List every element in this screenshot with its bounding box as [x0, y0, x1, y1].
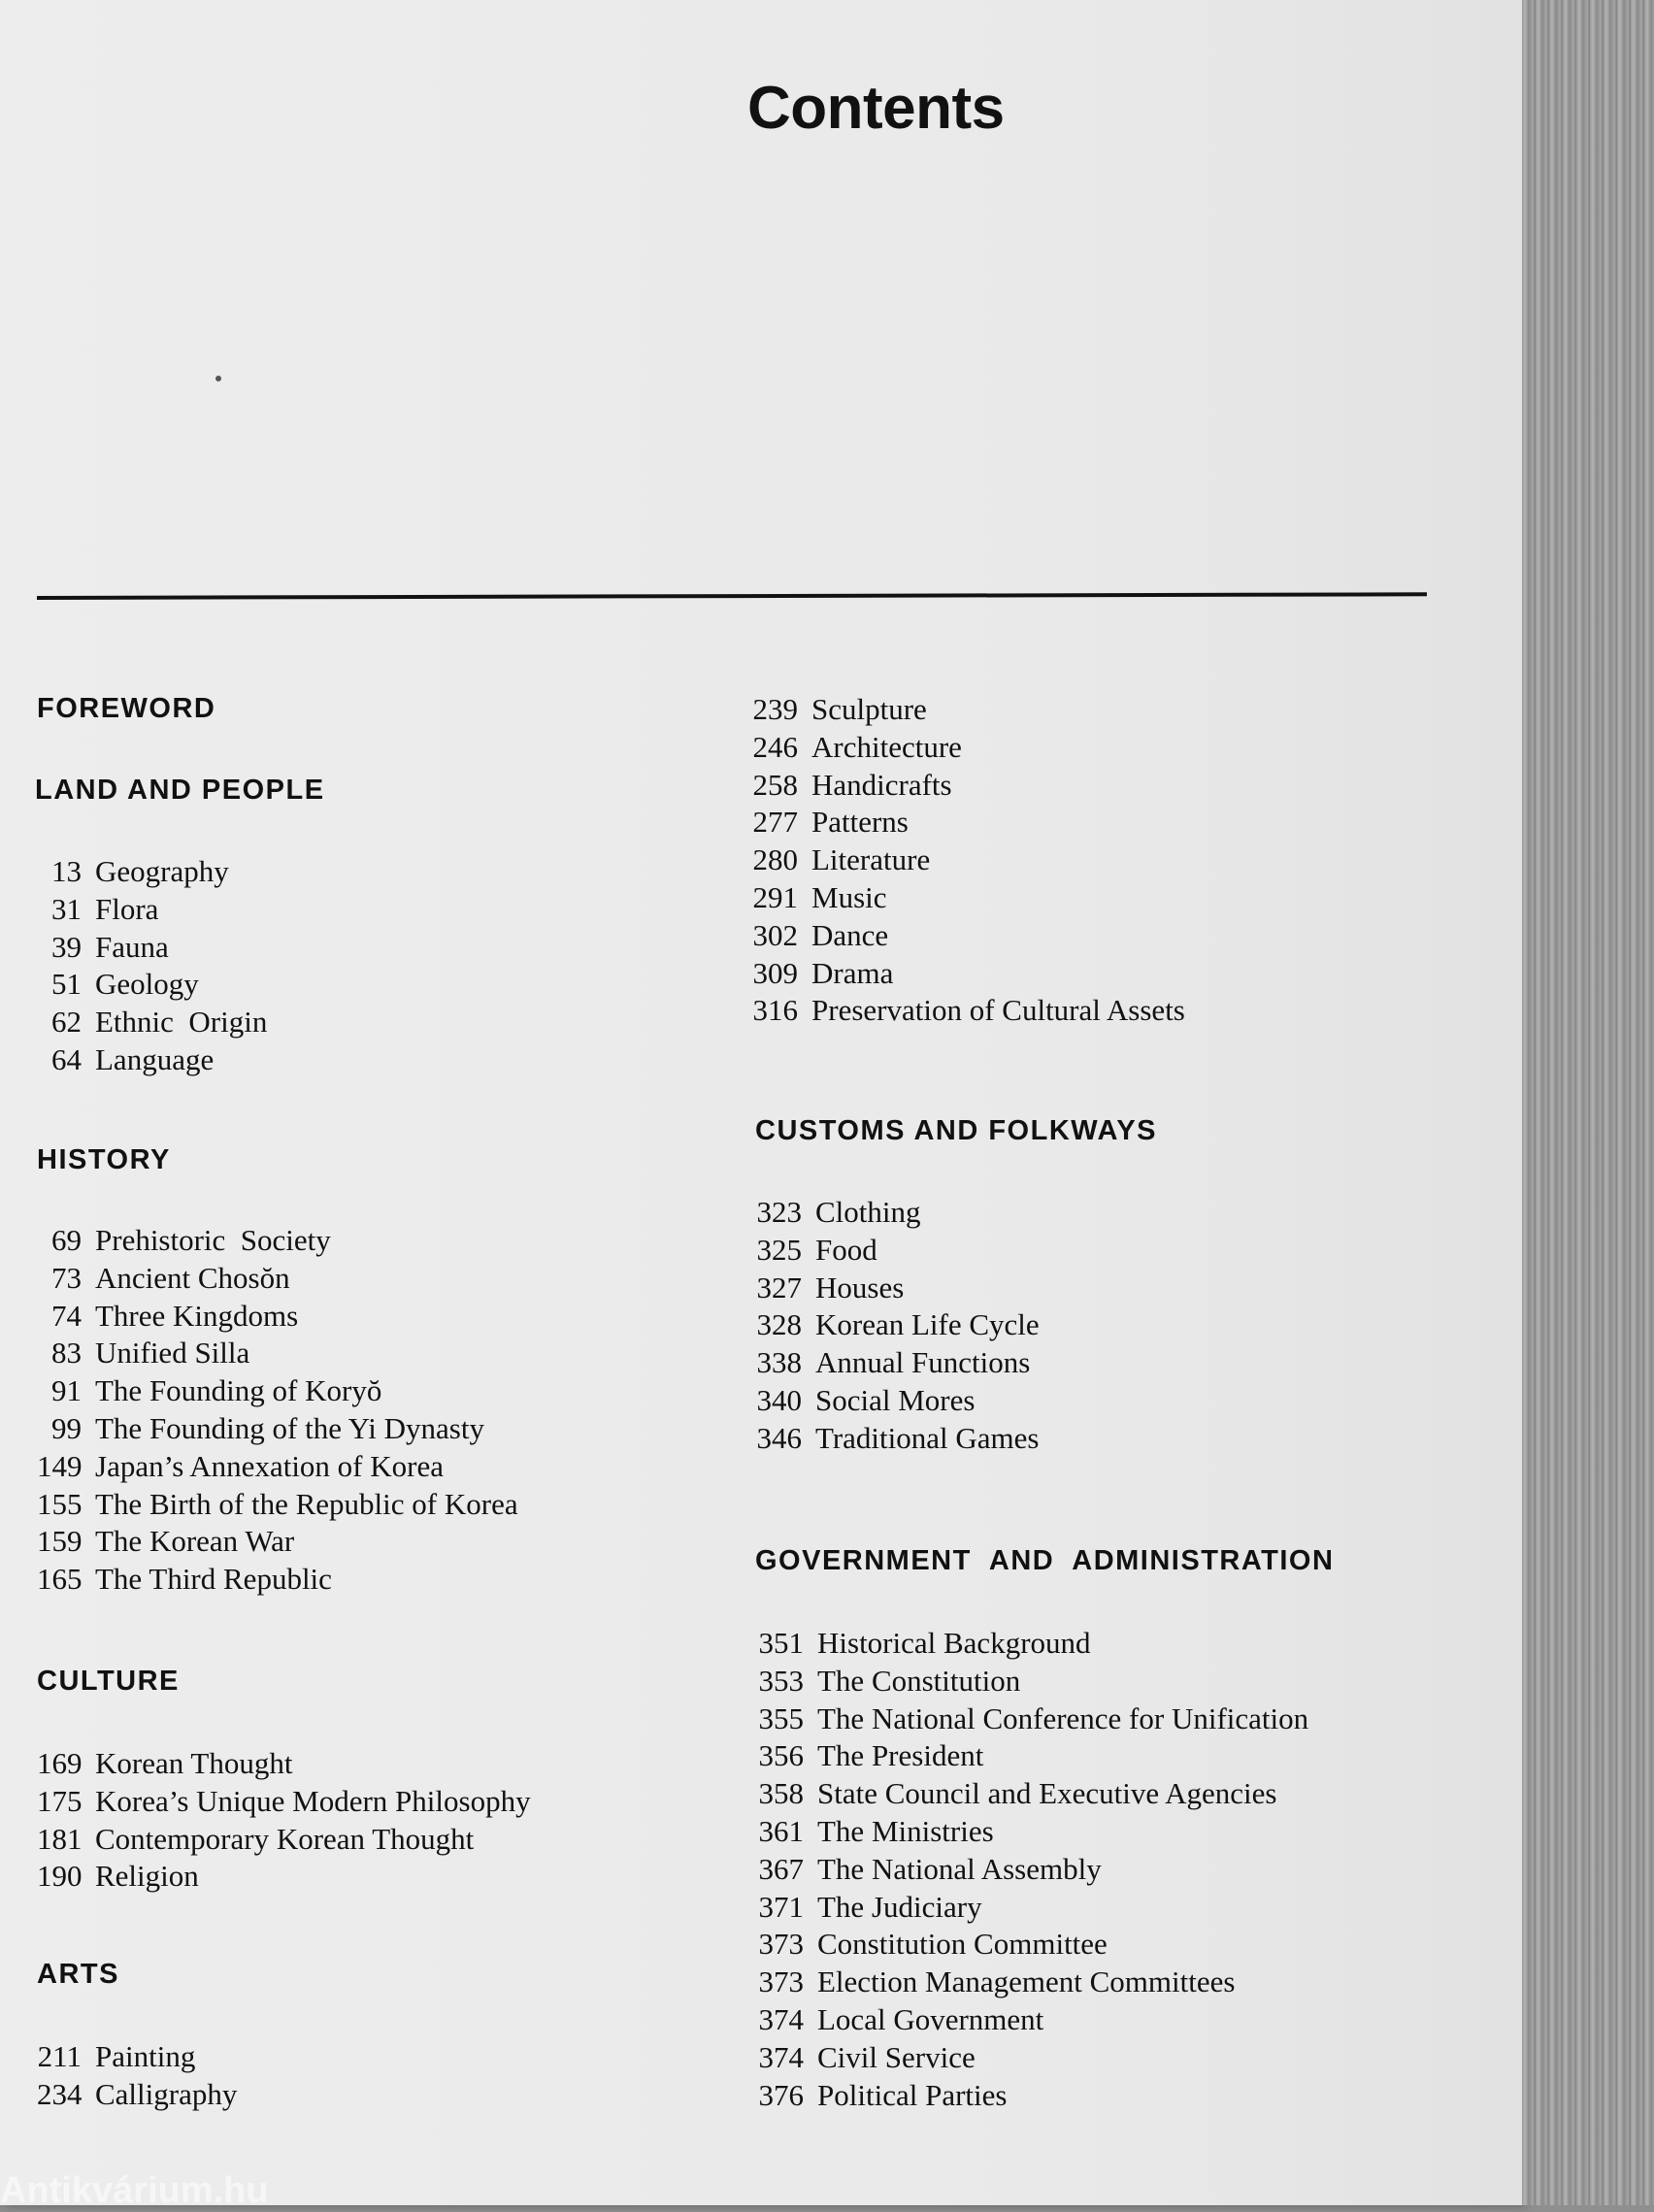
toc-page-number: 211: [37, 2039, 82, 2073]
toc-entry[interactable]: [37, 929, 736, 967]
toc-entry[interactable]: [37, 853, 736, 891]
toc-page-number: 83: [51, 1336, 82, 1370]
toc-page-number: 99: [51, 1410, 82, 1445]
toc-page-number: 239: [752, 692, 798, 726]
toc-entry[interactable]: [753, 1625, 1452, 1663]
toc-entry[interactable]: [747, 691, 1446, 729]
toc-page-number: 323: [756, 1195, 802, 1229]
toc-page-number: 13: [51, 854, 82, 888]
toc-title: The Third Republic: [95, 1562, 332, 1597]
toc-title: Constitution Committee: [817, 1927, 1108, 1962]
toc-entry[interactable]: [37, 1041, 736, 1079]
toc-page-number: 62: [51, 1005, 82, 1040]
toc-entry[interactable]: [37, 1410, 736, 1448]
heading-customs-and-folkways: CUSTOMS AND FOLKWAYS: [755, 1115, 1158, 1146]
toc-page-number: 351: [758, 1626, 804, 1660]
toc-page-number: 175: [37, 1783, 83, 1818]
toc-entry[interactable]: [37, 1486, 736, 1524]
toc-entry[interactable]: [753, 1964, 1452, 2001]
toc-entry[interactable]: [747, 804, 1446, 842]
toc-title: Prehistoric Society: [95, 1223, 331, 1257]
toc-page-number: 373: [758, 1927, 804, 1962]
toc-entry[interactable]: [753, 2001, 1452, 2039]
toc-title: The President: [817, 1738, 984, 1773]
toc-title: Flora: [95, 891, 159, 926]
toc-page-number: 353: [758, 1663, 804, 1698]
heading-land-and-people: LAND AND PEOPLE: [35, 775, 325, 806]
toc-page-number: 159: [37, 1524, 83, 1559]
toc-page-number: 376: [758, 2077, 804, 2112]
toc-entry[interactable]: [37, 1298, 736, 1336]
toc-page-number: 258: [752, 767, 798, 802]
toc-title: Three Kingdoms: [95, 1298, 299, 1333]
toc-entry[interactable]: [37, 1448, 736, 1486]
toc-title: Geography: [95, 854, 229, 888]
toc-title: Drama: [811, 955, 894, 990]
toc-title: Historical Background: [817, 1626, 1091, 1660]
toc-entry[interactable]: [37, 2076, 736, 2114]
toc-page-number: 31: [51, 891, 82, 926]
toc-title: Social Mores: [815, 1382, 976, 1417]
toc-page-number: 302: [752, 917, 798, 952]
list-culture: [37, 1745, 736, 1896]
toc-title: Korea’s Unique Modern Philosophy: [95, 1783, 531, 1818]
toc-title: Unified Silla: [95, 1336, 250, 1370]
toc-title: Korean Life Cycle: [815, 1307, 1040, 1342]
toc-title: State Council and Executive Agencies: [817, 1776, 1277, 1811]
toc-entry[interactable]: [747, 917, 1446, 955]
toc-page-number: 355: [758, 1700, 804, 1735]
toc-title: The Founding of the Yi Dynasty: [95, 1410, 484, 1445]
toc-title: The Constitution: [817, 1663, 1021, 1698]
toc-title: Traditional Games: [815, 1420, 1040, 1455]
toc-page-number: 340: [756, 1382, 802, 1417]
toc-page-number: 358: [758, 1776, 804, 1811]
toc-title: Preservation of Cultural Assets: [811, 993, 1185, 1028]
toc-title: Civil Service: [817, 2039, 976, 2074]
toc-page-number: 73: [51, 1260, 82, 1295]
toc-title: Dance: [811, 917, 889, 952]
toc-title: Japan’s Annexation of Korea: [95, 1448, 444, 1483]
toc-page-number: 149: [37, 1448, 83, 1483]
toc-entry[interactable]: [747, 992, 1446, 1030]
toc-page-number: 361: [758, 1813, 804, 1848]
toc-entry[interactable]: [751, 1270, 1450, 1307]
toc-page-number: 39: [51, 929, 82, 964]
toc-title: The Korean War: [95, 1524, 295, 1559]
toc-page-number: 338: [756, 1345, 802, 1380]
toc-page-number: 91: [51, 1373, 82, 1408]
toc-entry[interactable]: [747, 729, 1446, 767]
list-customs: [751, 1194, 1450, 1458]
toc-title: Handicrafts: [811, 767, 952, 802]
toc-title: Sculpture: [811, 692, 927, 726]
toc-page-number: 327: [756, 1270, 802, 1304]
toc-entry[interactable]: [753, 1775, 1452, 1813]
toc-entry[interactable]: [37, 1260, 736, 1298]
list-land-and-people: [37, 853, 736, 1079]
toc-title: Music: [811, 879, 887, 914]
list-government: [753, 1625, 1452, 2114]
toc-page-number: 165: [37, 1562, 83, 1597]
toc-entry[interactable]: [753, 1851, 1452, 1889]
toc-page-number: 181: [37, 1821, 83, 1856]
toc-page-number: 309: [752, 955, 798, 990]
toc-entry[interactable]: [753, 2077, 1452, 2115]
toc-entry[interactable]: [37, 2038, 736, 2076]
toc-title: Clothing: [815, 1195, 921, 1229]
toc-title: Election Management Committees: [817, 1964, 1236, 1999]
toc-entry[interactable]: [753, 1737, 1452, 1775]
toc-title: Religion: [95, 1859, 199, 1894]
toc-title: Annual Functions: [815, 1345, 1031, 1380]
toc-title: Calligraphy: [95, 2076, 238, 2111]
toc-title: Ancient Chosŏn: [95, 1260, 290, 1295]
toc-title: Local Government: [817, 2001, 1044, 2036]
speck-mark: [215, 376, 221, 381]
toc-page-number: 367: [758, 1851, 804, 1886]
toc-title: Houses: [815, 1270, 905, 1304]
toc-page-number: 69: [51, 1223, 82, 1257]
toc-entry[interactable]: [753, 1813, 1452, 1851]
toc-page-number: 277: [752, 805, 798, 840]
toc-page-number: 356: [758, 1738, 804, 1773]
toc-entry[interactable]: [37, 1783, 736, 1821]
toc-entry[interactable]: [751, 1306, 1450, 1344]
toc-title: Contemporary Korean Thought: [95, 1821, 475, 1856]
toc-page-number: 155: [37, 1486, 83, 1521]
toc-title: The National Conference for Unification: [817, 1700, 1309, 1735]
toc-page-number: 328: [756, 1307, 802, 1342]
toc-entry[interactable]: [753, 2039, 1452, 2077]
toc-title: Korean Thought: [95, 1746, 293, 1780]
toc-title: Literature: [811, 842, 931, 877]
toc-title: The Founding of Koryŏ: [95, 1373, 382, 1408]
toc-entry[interactable]: [37, 1523, 736, 1561]
toc-page-number: 246: [752, 729, 798, 764]
toc-title: Political Parties: [817, 2077, 1008, 2112]
toc-entry[interactable]: [37, 1335, 736, 1372]
heading-history: HISTORY: [37, 1144, 171, 1175]
toc-entry[interactable]: [37, 1222, 736, 1260]
toc-entry[interactable]: [37, 1372, 736, 1410]
toc-title: Architecture: [811, 729, 962, 764]
toc-page-number: 374: [758, 2039, 804, 2074]
toc-entry[interactable]: [753, 1889, 1452, 1927]
toc-page-number: 74: [51, 1298, 82, 1333]
toc-page-number: 190: [37, 1859, 83, 1894]
heading-foreword: FOREWORD: [37, 693, 216, 724]
toc-entry[interactable]: [747, 879, 1446, 917]
watermark: Antikvárium.hu: [0, 2170, 269, 2211]
toc-page-number: 325: [756, 1232, 802, 1267]
toc-entry[interactable]: [751, 1382, 1450, 1420]
toc-title: Geology: [95, 967, 199, 1002]
toc-page-number: 169: [37, 1746, 83, 1780]
toc-page-number: 316: [752, 993, 798, 1028]
toc-entry[interactable]: [37, 1745, 736, 1783]
toc-entry[interactable]: [751, 1344, 1450, 1382]
toc-entry[interactable]: [37, 1858, 736, 1896]
toc-entry[interactable]: [753, 1663, 1452, 1700]
toc-entry[interactable]: [37, 891, 736, 929]
list-arts: [37, 2038, 736, 2114]
horizontal-rule: [37, 592, 1427, 600]
toc-page-number: 346: [756, 1420, 802, 1455]
toc-title: The National Assembly: [817, 1851, 1102, 1886]
toc-page-number: 234: [37, 2076, 83, 2111]
toc-entry[interactable]: [751, 1194, 1450, 1232]
toc-title: Food: [815, 1232, 877, 1267]
toc-entry[interactable]: [751, 1232, 1450, 1270]
list-history: [37, 1222, 736, 1599]
book-spine-edge: [1522, 0, 1654, 2205]
toc-entry[interactable]: [753, 1926, 1452, 1964]
toc-page-number: 51: [51, 967, 82, 1002]
toc-page-number: 371: [758, 1889, 804, 1924]
list-arts-continued: [747, 691, 1446, 1030]
toc-entry[interactable]: [37, 1561, 736, 1599]
toc-entry[interactable]: [37, 966, 736, 1004]
toc-page-number: 291: [752, 879, 798, 914]
heading-government-and-administration: GOVERNMENT AND ADMINISTRATION: [755, 1545, 1335, 1576]
toc-entry[interactable]: [753, 1700, 1452, 1738]
heading-arts: ARTS: [37, 1959, 119, 1990]
toc-title: The Birth of the Republic of Korea: [95, 1486, 518, 1521]
toc-entry[interactable]: [37, 1004, 736, 1041]
toc-title: The Ministries: [817, 1813, 994, 1848]
toc-entry[interactable]: [37, 1821, 736, 1859]
toc-title: Language: [95, 1041, 215, 1076]
toc-title: Fauna: [95, 929, 169, 964]
toc-title: Ethnic Origin: [95, 1005, 268, 1040]
toc-page-number: 64: [51, 1041, 82, 1076]
toc-page-number: 373: [758, 1964, 804, 1999]
toc-page-number: 280: [752, 842, 798, 877]
toc-page-number: 374: [758, 2001, 804, 2036]
toc-entry[interactable]: [751, 1420, 1450, 1458]
toc-entry[interactable]: [747, 767, 1446, 805]
toc-title: Painting: [95, 2039, 196, 2073]
toc-entry[interactable]: [747, 955, 1446, 993]
heading-culture: CULTURE: [37, 1666, 180, 1697]
toc-title: The Judiciary: [817, 1889, 982, 1924]
toc-entry[interactable]: [747, 842, 1446, 879]
toc-title: Patterns: [811, 805, 909, 840]
page-title: Contents: [747, 75, 1005, 142]
